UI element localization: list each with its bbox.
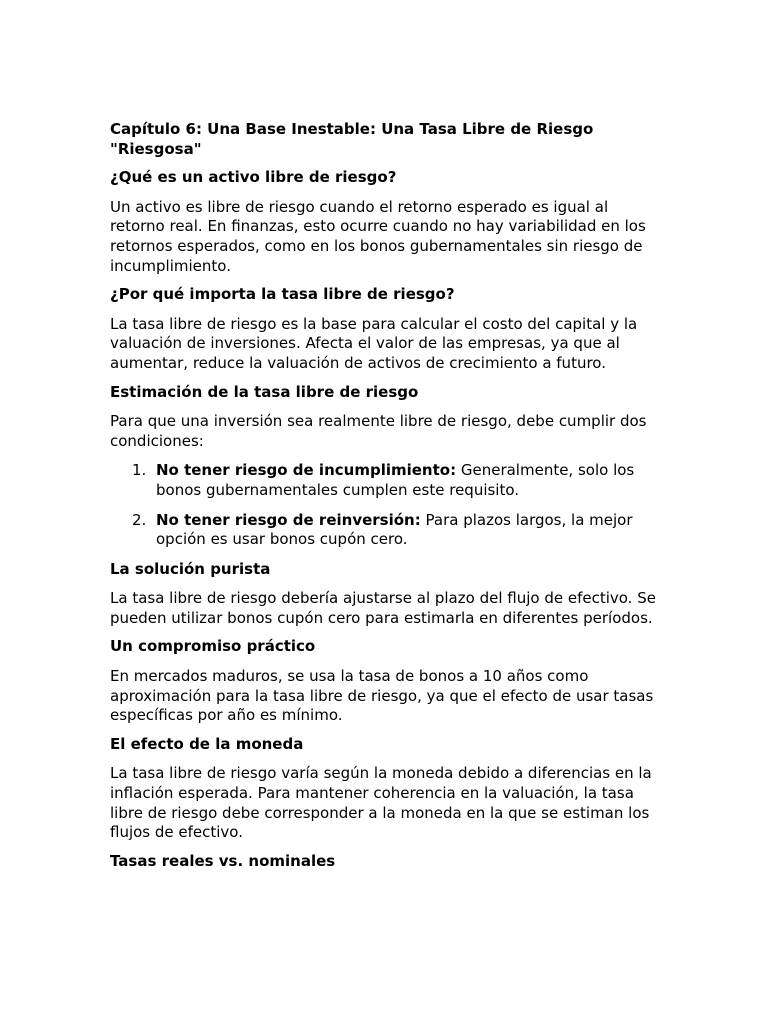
list-item-bold: No tener riesgo de incumplimiento: [156, 461, 457, 480]
section-heading-purista: La solución purista [110, 559, 271, 578]
conditions-list [110, 461, 666, 549]
chapter-title: Capítulo 6: Una Base Inestable: Una Tasa Libre de Riesgo "Riesgosa" [110, 120, 594, 158]
section-body-estimacion: Para que una inversión sea realmente libre de riesgo, debe cumplir dos condiciones: [110, 412, 647, 450]
section-heading-tasas: Tasas reales vs. nominales [110, 851, 336, 870]
section-heading-moneda: El efecto de la moneda [110, 734, 304, 753]
section-body-importancia: La tasa libre de riesgo es la base para calcular el costo del capital y la valuación de inversiones. Afecta el valor de las empresas, ya que al aumentar, reduce la valuación de activos de crecimiento a futuro. [110, 314, 638, 372]
section-heading-compromiso: Un compromiso práctico [110, 637, 316, 656]
document-page [110, 112, 666, 871]
list-item-bold: No tener riesgo de reinversión: [156, 510, 421, 529]
section-body-compromiso: En mercados maduros, se usa la tasa de bonos a 10 años como aproximación para la tasa libre de riesgo, ya que el efecto de usar tasas específicas por año es mínimo. [110, 667, 654, 725]
list-item-text: Para plazos largos, la mejor opción es usar bonos cupón cero. [156, 510, 633, 549]
list-item-number: 1. [132, 461, 147, 480]
section-heading-estimacion: Estimación de la tasa libre de riesgo [110, 382, 419, 401]
list-item [110, 511, 666, 550]
section-body-activo: Un activo es libre de riesgo cuando el retorno esperado es igual al retorno real. En finanzas, esto ocurre cuando no hay variabilidad en los retornos esperados, como en los bonos gubernamentales sin riesgo de incumplimiento. [110, 197, 646, 275]
section-body-moneda: La tasa libre de riesgo varía según la moneda debido a diferencias en la inflación esperada. Para mantener coherencia en la valuación, la tasa libre de riesgo debe corresponder a la moneda en la que se estiman los flujos de efectivo. [110, 764, 652, 842]
section-heading-importancia: ¿Por qué importa la tasa libre de riesgo? [110, 285, 455, 304]
list-item [110, 461, 666, 500]
section-body-purista: La tasa libre de riesgo debería ajustarse al plazo del flujo de efectivo. Se pueden utilizar bonos cupón cero para estimarla en diferentes períodos. [110, 589, 656, 627]
list-item-number: 2. [132, 510, 147, 529]
section-heading-activo: ¿Qué es un activo libre de riesgo? [110, 168, 397, 187]
list-item-text: Generalmente, solo los bonos gubernamentales cumplen este requisito. [156, 461, 635, 499]
